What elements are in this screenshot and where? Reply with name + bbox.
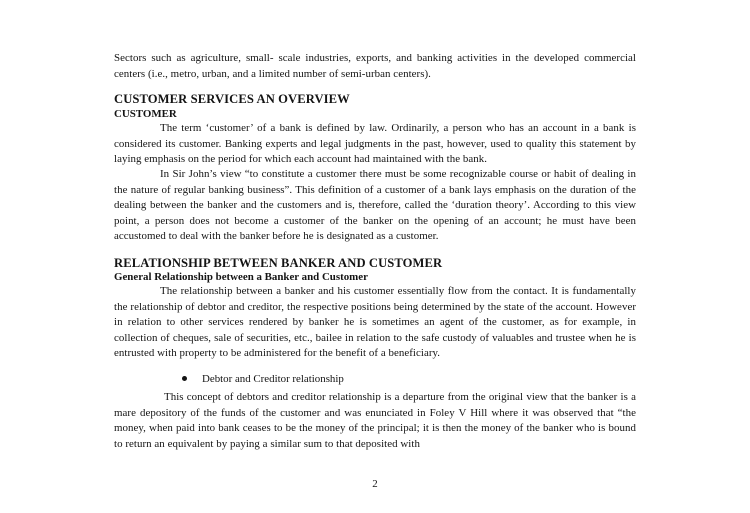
subheading-general-relationship: General Relationship between a Banker and Customer xyxy=(114,271,368,283)
relationship-paragraph: The relationship between a banker and his customer essentially flow from the contact. It is fundamentally the relationship of debtor and creditor, the respective positions being determined by the state of the account. However in relation to other services rendered by banker he is sometimes an agent of the customer, as for example, in collection of cheques, sale of securities, etc., bailee in relation to the safe custody of valuables and trustee when he is entrusted with property to be administered for the benefit of a beneficiary. xyxy=(114,285,636,360)
heading-relationship: RELATIONSHIP BETWEEN BANKER AND CUSTOMER xyxy=(114,256,443,270)
intro-paragraph: Sectors such as agriculture, small- scale industries, exports, and banking activities in the developed commercial centers (i.e., metro, urban, and a limited number of semi-urban centers). xyxy=(114,52,636,80)
duration-theory-paragraph: In Sir John’s view “to constitute a customer there must be some recognizable course or habit of dealing in the nature of regular banking business”. This definition of a customer of a bank lays emphasis on the duration of the dealing between the banker and the customers and is, therefore, called the ‘duration theory’. According to this view point, a person does not become a customer of the banker on the opening of an account; he must have been accustomed to deal with the banker before he is designated as a customer. xyxy=(114,168,636,243)
bullet-dot-icon xyxy=(182,376,187,381)
customer-definition-paragraph: The term ‘customer’ of a bank is defined by law. Ordinarily, a person who has an account in a bank is considered its customer. Banking experts and legal judgments in the past, however, used to quality this statement by laying emphasis on the period for which each account had maintained with the bank. xyxy=(114,122,636,166)
debtor-creditor-paragraph: This concept of debtors and creditor relationship is a departure from the original view that the banker is a mare depository of the funds of the customer and was enunciated in Foley V Hill where it was observed that “the money, when paid into bank ceases to be the money of the principal; it is then the money of the banker who is bound to return an equivalent by paying a similar sum to that deposited with xyxy=(114,391,636,450)
page-number: 2 xyxy=(372,478,378,490)
bullet-list-item xyxy=(182,372,344,387)
bullet-item-text: Debtor and Creditor relationship xyxy=(202,373,344,385)
heading-customer-services-overview: CUSTOMER SERVICES AN OVERVIEW xyxy=(114,92,350,106)
subheading-customer: CUSTOMER xyxy=(114,108,177,120)
